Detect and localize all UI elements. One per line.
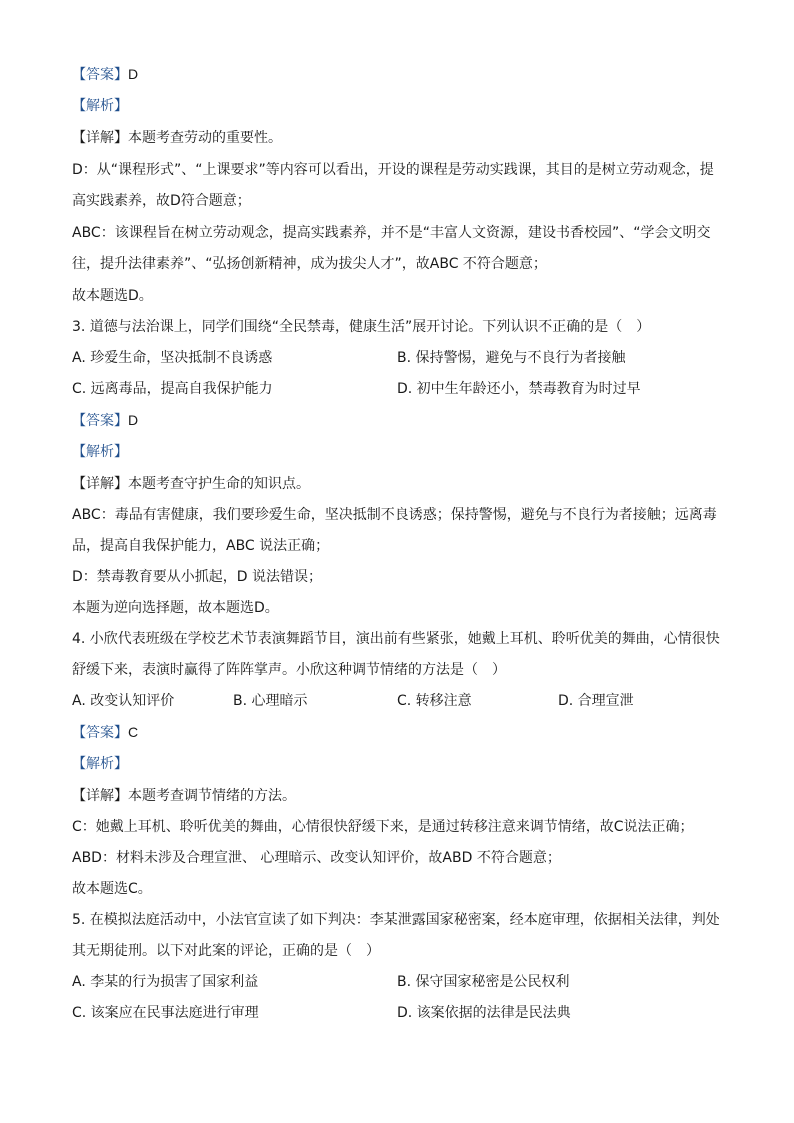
detail-tag: 【详解】 <box>72 788 128 804</box>
q3-answer-line <box>72 410 734 431</box>
q2-explanation-d-line1: D：从“课程形式”、“上课要求”等内容可以看出，开设的课程是劳动实践课，其目的是树立劳动观念，提 <box>72 162 714 178</box>
q3-option-a: A. 珍爱生命，坚决抵制不良诱惑 <box>72 350 273 366</box>
q4-stem-line2: 舒缓下来，表演时赢得了阵阵掌声。小欣这种调节情绪的方法是（ ） <box>72 662 506 678</box>
q3-explanation-abc-line1: ABC：毒品有害健康，我们要珍爱生命，坚决抵制不良诱惑；保持警惕，避免与不良行为者接触；远离毒 <box>72 507 717 523</box>
q4-option-c: C. 转移注意 <box>397 693 472 709</box>
answer-value: D <box>128 412 139 428</box>
q3-stem: 3. 道德与法治课上，同学们围绕“全民禁毒，健康生活”展开讨论。下列认识不正确的是（ ） <box>72 319 651 335</box>
q5-option-a: A. 李某的行为损害了国家利益 <box>72 974 259 990</box>
detail-text: 本题考查劳动的重要性。 <box>128 130 282 146</box>
analysis-tag: 【解析】 <box>72 98 128 114</box>
q2-conclusion: 故本题选D。 <box>72 288 153 304</box>
q2-explanation-abc-line1: ABC：该课程旨在树立劳动观念，提高实践素养，并不是“丰富人文资源，建设书香校园”、“学会文明交 <box>72 225 711 241</box>
q2-explanation-abc-line2: 往，提升法律素养”、“弘扬创新精神，成为拔尖人才”，故ABC 不符合题意； <box>72 256 547 272</box>
q3-option-c: C. 远离毒品，提高自我保护能力 <box>72 381 273 397</box>
q4-option-b: B. 心理暗示 <box>233 693 308 709</box>
answer-value: D <box>128 66 139 82</box>
q3-detail-line <box>72 474 734 494</box>
q4-option-a: A. 改变认知评价 <box>72 693 175 709</box>
q5-stem-line2: 其无期徒刑。以下对此案的评论，正确的是（ ） <box>72 943 380 959</box>
q2-answer-line <box>72 64 734 85</box>
answer-value: C <box>128 724 139 740</box>
q4-answer-line <box>72 722 734 743</box>
q5-option-b: B. 保守国家秘密是公民权利 <box>397 974 570 990</box>
q5-option-d: D. 该案依据的法律是民法典 <box>397 1005 571 1021</box>
q4-explanation-c: C：她戴上耳机、聆听优美的舞曲，心情很快舒缓下来，是通过转移注意来调节情绪，故C说法正确； <box>72 819 694 835</box>
q3-option-b: B. 保持警惕，避免与不良行为者接触 <box>397 350 626 366</box>
detail-text: 本题考查调节情绪的方法。 <box>128 788 296 804</box>
analysis-tag: 【解析】 <box>72 756 128 772</box>
q2-detail-line <box>72 128 734 148</box>
q4-detail-line <box>72 786 734 806</box>
q3-explanation-d: D：禁毒教育要从小抓起，D 说法错误； <box>72 569 323 585</box>
detail-tag: 【详解】 <box>72 130 128 146</box>
answer-tag: 【答案】 <box>72 67 128 83</box>
answer-tag: 【答案】 <box>72 413 128 429</box>
q4-explanation-abd: ABD：材料未涉及合理宣泄、 心理暗示、改变认知评价，故ABD 不符合题意； <box>72 850 561 866</box>
q4-stem-line1: 4. 小欣代表班级在学校艺术节表演舞蹈节目，演出前有些紧张，她戴上耳机、聆听优美的舞曲，心情很快 <box>72 631 720 647</box>
q3-conclusion: 本题为逆向选择题，故本题选D。 <box>72 600 279 616</box>
detail-text: 本题考查守护生命的知识点。 <box>128 476 310 492</box>
detail-tag: 【详解】 <box>72 476 128 492</box>
q2-explanation-d-line2: 高实践素养，故D符合题意； <box>72 193 251 209</box>
q3-option-d: D. 初中生年龄还小，禁毒教育为时过早 <box>397 381 641 397</box>
q3-explanation-abc-line2: 品，提高自我保护能力，ABC 说法正确； <box>72 538 330 554</box>
q5-option-c: C. 该案应在民事法庭进行审理 <box>72 1005 259 1021</box>
q4-conclusion: 故本题选C。 <box>72 881 152 897</box>
q5-stem-line1: 5. 在模拟法庭活动中，小法官宣读了如下判决：李某泄露国家秘密案，经本庭审理，依据相关法律，判处 <box>72 912 720 928</box>
q4-option-d: D. 合理宣泄 <box>558 693 634 709</box>
analysis-tag: 【解析】 <box>72 444 128 460</box>
answer-tag: 【答案】 <box>72 725 128 741</box>
